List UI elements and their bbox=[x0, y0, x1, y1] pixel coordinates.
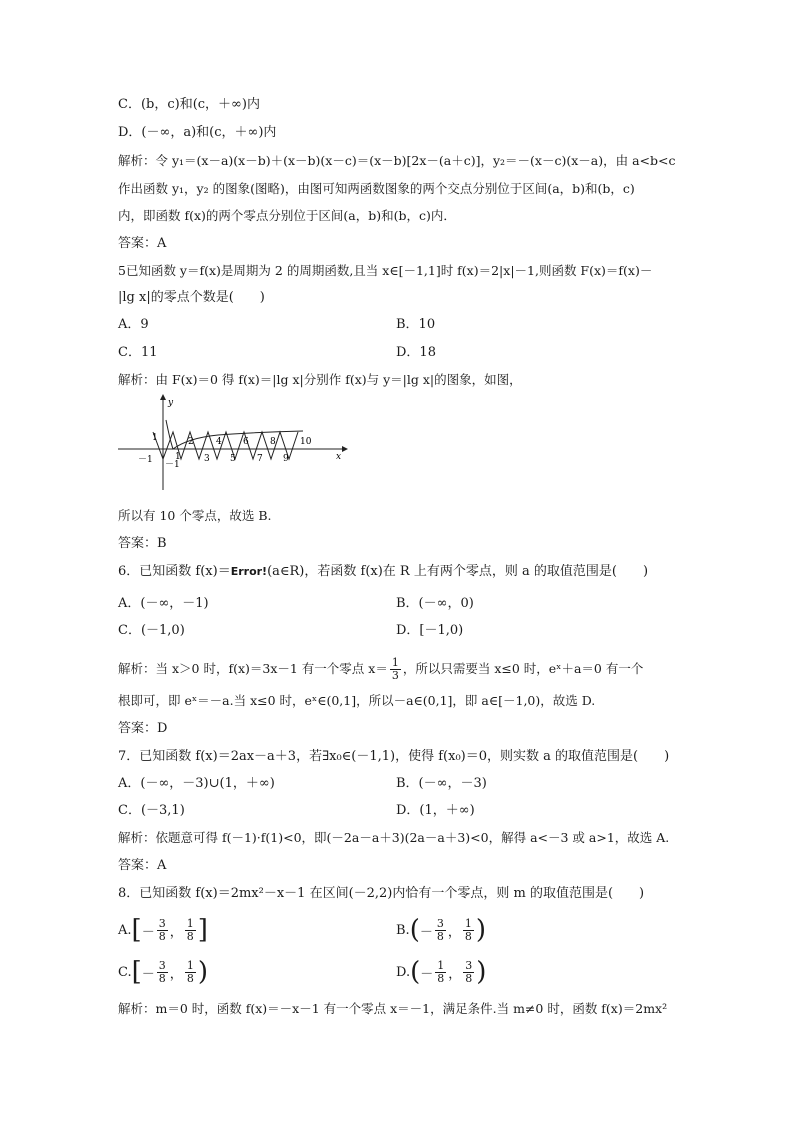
q6-stem-pre: 6．已知函数 f(x)＝ bbox=[118, 564, 231, 579]
q6-option-c: C．(－1,0) bbox=[118, 623, 185, 638]
q6-option-a: A．(－∞，－1) bbox=[118, 596, 209, 611]
label-y-neg-one: －1 bbox=[165, 460, 180, 470]
q6-stem-post: (a∈R)，若函数 f(x)在 R 上有两个零点，则 a 的取值范围是( ) bbox=[267, 564, 649, 579]
q8-d-frac2 bbox=[463, 960, 474, 985]
q7-option-d: D．(1，＋∞) bbox=[396, 803, 475, 818]
q8-c-left-bracket: [ bbox=[131, 957, 142, 987]
q8-b-n1: 3 bbox=[436, 916, 444, 930]
q5-option-c: C．11 bbox=[118, 345, 158, 360]
q8-analysis: 解析：m＝0 时，函数 f(x)＝－x－1 有一个零点 x＝－1，满足条件.当 m≠0 时，函数 f(x)＝2mx² bbox=[118, 1001, 668, 1016]
q4-analysis-line3: 内，即函数 f(x)的两个零点分别位于区间(a，b)和(b，c)内． bbox=[118, 208, 456, 223]
q5-conclusion: 所以有 10 个零点，故选 B. bbox=[118, 508, 272, 523]
q7-analysis: 解析：依题意可得 f(－1)·f(1)<0，即(－2a－a＋3)(2a－a＋3)<0，解得 a<－3 或 a>1，故选 A. bbox=[118, 830, 670, 845]
q8-b-frac2 bbox=[463, 918, 474, 943]
q8-option-d: D. ( － $\frac{1}{8}$ ， $\frac{3}{8}$ ) bbox=[396, 957, 487, 987]
q8-option-c-letter: C. bbox=[118, 964, 132, 980]
q4-option-d: D．(－∞，a)和(c，＋∞)内 bbox=[118, 125, 277, 140]
q8-b-left-bracket: ( bbox=[409, 915, 420, 945]
q7-answer: 答案：A bbox=[118, 858, 167, 873]
q6-analysis-line2: 根即可，即 eˣ＝－a.当 x≤0 时，eˣ∈(0,1]，所以－a∈(0,1]，即 a∈[－1,0)，故选 D. bbox=[118, 693, 596, 708]
zero-label-2: 2 bbox=[188, 437, 194, 447]
q5-answer: 答案：B bbox=[118, 536, 167, 551]
q8-d-d1: 8 bbox=[437, 971, 445, 985]
q7-option-c: C．(－3,1) bbox=[118, 803, 185, 818]
q4-analysis-line2: 作出函数 y₁，y₂ 的图象(图略)，由图可知两函数图象的两个交点分别位于区间(a，b)和(b，c) bbox=[118, 181, 635, 196]
q6-answer: 答案：D bbox=[118, 721, 168, 736]
q7-option-a: A．(－∞，－3)∪(1，＋∞) bbox=[118, 776, 275, 791]
q6-frac-den: 3 bbox=[391, 668, 399, 682]
q8-c-sign: － bbox=[141, 966, 155, 982]
q8-d-n2: 3 bbox=[465, 958, 473, 972]
q6-fraction bbox=[390, 657, 401, 682]
q8-d-frac1 bbox=[435, 960, 446, 985]
q8-c-right-bracket: ) bbox=[197, 957, 208, 987]
q8-c-n1: 3 bbox=[158, 958, 166, 972]
q8-a-frac2 bbox=[185, 918, 196, 943]
q5-option-a: A．9 bbox=[118, 317, 149, 332]
q5-stem-line2: |lg x|的零点个数是( ) bbox=[118, 290, 265, 305]
q5-option-b: B．10 bbox=[396, 317, 436, 332]
q6-option-b: B．(－∞，0) bbox=[396, 596, 474, 611]
q8-a-frac1 bbox=[157, 918, 168, 943]
q4-analysis-line1: 解析：令 y₁＝(x－a)(x－b)＋(x－b)(x－c)＝(x－b)[2x－(a＋c)]，y₂＝－(x－c)(x－a)，由 a<b<c bbox=[118, 153, 676, 168]
q8-a-sign: － bbox=[141, 924, 155, 940]
q6-option-d: D．[－1,0) bbox=[396, 623, 464, 638]
q8-b-d2: 8 bbox=[464, 929, 472, 943]
q7-stem: 7．已知函数 f(x)＝2ax－a＋3，若∃x₀∈(－1,1)，使得 f(x₀)＝0，则实数 a 的取值范围是( ) bbox=[118, 749, 670, 764]
label-y-one: 1 bbox=[152, 433, 158, 443]
zero-label-10: 10 bbox=[300, 437, 312, 447]
q8-option-b: B. ( － $\frac{3}{8}$ ， $\frac{1}{8}$ ) bbox=[396, 915, 487, 945]
zero-label-7: 7 bbox=[257, 454, 263, 464]
q6-stem-error: Error! bbox=[230, 565, 268, 578]
q8-a-d1: 8 bbox=[158, 929, 166, 943]
q8-option-b-letter: B. bbox=[396, 922, 410, 938]
zero-label-5: 5 bbox=[230, 454, 236, 464]
q8-c-frac2 bbox=[185, 960, 196, 985]
abs-lg-curve bbox=[166, 420, 303, 449]
x-axis-label: x bbox=[336, 452, 342, 462]
q8-d-d2: 8 bbox=[465, 971, 473, 985]
q8-d-n1: 1 bbox=[437, 958, 445, 972]
q8-c-d2: 8 bbox=[186, 971, 194, 985]
q8-option-a: A. [ － $\frac{3}{8}$ ， $\frac{1}{8}$ ] bbox=[118, 915, 208, 945]
q4-option-c: C．(b，c)和(c，＋∞)内 bbox=[118, 97, 260, 112]
q8-a-d2: 8 bbox=[186, 929, 194, 943]
q8-d-right-bracket: ) bbox=[476, 957, 487, 987]
q8-a-n2: 1 bbox=[186, 916, 194, 930]
q6-stem bbox=[118, 563, 648, 581]
y-axis-label: y bbox=[168, 398, 174, 408]
q6-analysis-pre: 解析：当 x＞0 时，f(x)＝3x－1 有一个零点 x＝ bbox=[118, 661, 388, 676]
q8-d-sign: － bbox=[420, 966, 434, 982]
q8-a-right-bracket: ] bbox=[197, 915, 208, 945]
q5-analysis: 解析：由 F(x)＝0 得 f(x)＝|lg x|分别作 f(x)与 y＝|lg x|的图象，如图， bbox=[118, 372, 522, 387]
zero-label-8: 8 bbox=[270, 437, 276, 447]
q8-b-n2: 1 bbox=[464, 916, 472, 930]
zero-label-6: 6 bbox=[243, 437, 249, 447]
label-x-neg-one: －1 bbox=[138, 455, 153, 465]
q8-option-d-letter: D. bbox=[396, 964, 411, 980]
q5-option-d: D．18 bbox=[396, 345, 436, 360]
q8-c-frac1 bbox=[157, 960, 168, 985]
zero-label-9: 9 bbox=[283, 454, 289, 464]
q8-b-d1: 8 bbox=[436, 929, 444, 943]
q8-stem: 8．已知函数 f(x)＝2mx²－x－1 在区间(－2,2)内恰有一个零点，则 m 的取值范围是( ) bbox=[118, 886, 645, 901]
label-x-one: 1 bbox=[175, 452, 181, 462]
y-axis-arrow bbox=[160, 394, 166, 400]
q8-c-n2: 1 bbox=[186, 958, 194, 972]
x-axis-arrow bbox=[342, 446, 348, 452]
q6-analysis-line1 bbox=[118, 654, 643, 684]
q5-stem-line1: 5已知函数 y＝f(x)是周期为 2 的周期函数,且当 x∈[－1,1]时 f(x)＝2|x|－1,则函数 F(x)＝f(x)－ bbox=[118, 263, 653, 278]
q8-b-frac1 bbox=[435, 918, 446, 943]
q8-c-d1: 8 bbox=[158, 971, 166, 985]
q7-option-b: B．(－∞，－3) bbox=[396, 776, 487, 791]
q8-a-left-bracket: [ bbox=[131, 915, 142, 945]
zero-label-4: 4 bbox=[216, 437, 222, 447]
q6-analysis-post: ，所以只需要当 x≤0 时，eˣ＋a＝0 有一个 bbox=[402, 661, 644, 676]
q4-answer: 答案：A bbox=[118, 236, 167, 251]
q8-option-a-letter: A. bbox=[118, 922, 132, 938]
q8-b-right-bracket: ) bbox=[475, 915, 487, 945]
q8-d-left-bracket: ( bbox=[410, 957, 421, 987]
q5-graph bbox=[118, 392, 350, 492]
q8-b-sign: － bbox=[419, 924, 433, 940]
q8-a-n1: 3 bbox=[158, 916, 166, 930]
q8-option-c: C. [ － $\frac{3}{8}$ ， $\frac{1}{8}$ ) bbox=[118, 957, 208, 987]
q6-frac-num: 1 bbox=[391, 655, 399, 669]
zero-label-3: 3 bbox=[204, 454, 210, 464]
